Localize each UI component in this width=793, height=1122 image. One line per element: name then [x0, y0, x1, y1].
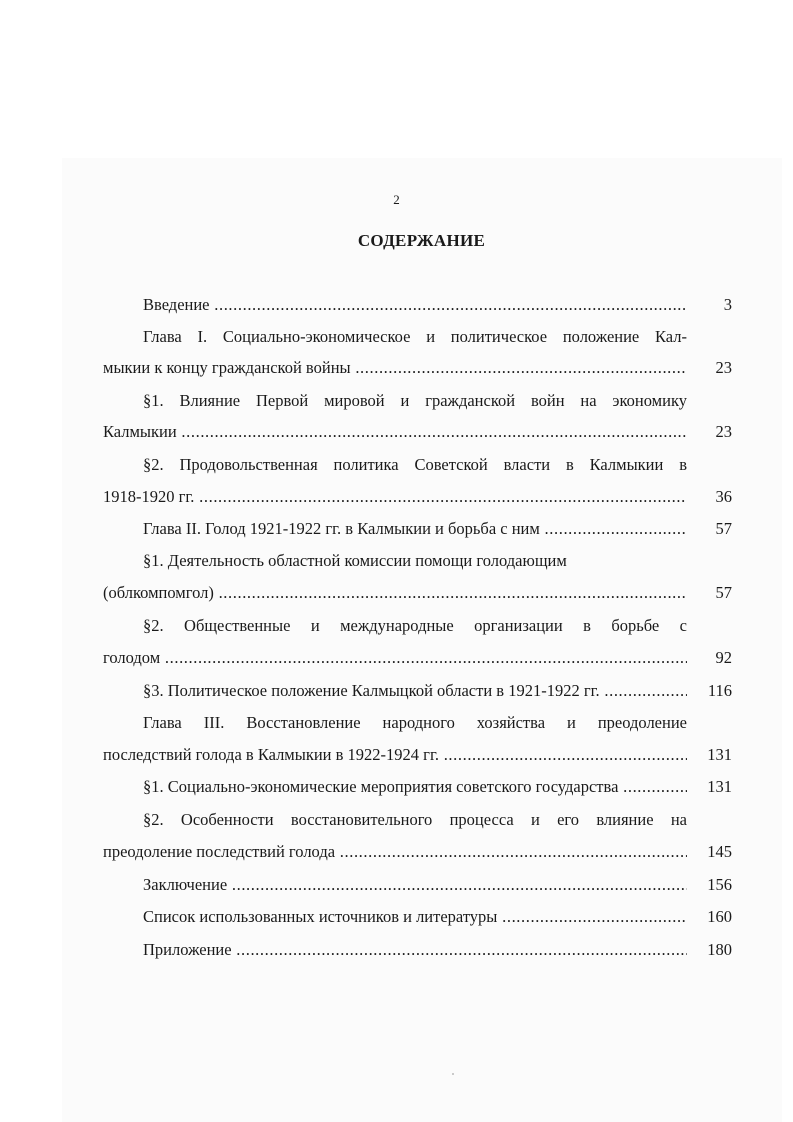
toc-entry-title: мыкии к концу гражданской войны ..... [103, 356, 687, 380]
toc-entry-ch1-sec2[interactable] [103, 453, 732, 477]
toc-entry-title: §1. Социально-экономические мероприятия советского государства ..... [143, 775, 687, 799]
toc-entry-title: §2. Общественные и международные организации в борьбе с [143, 616, 687, 635]
toc-entry-page: 160 [707, 907, 732, 926]
toc-entry-title: Глава III. Восстановление народного хозяйства и преодоление [143, 713, 687, 732]
toc-entry-title: Введение ..... [143, 293, 687, 317]
toc-entry-title: §2. Продовольственная политика Советской власти в Калмыкии в [143, 455, 687, 474]
toc-entry-page: 92 [715, 648, 732, 667]
toc-entry-introduction[interactable] [103, 293, 732, 317]
toc-entry-title: §2. Особенности восстановительного процесса и его влияние на [143, 810, 687, 829]
toc-entry-title: Глава II. Голод 1921-1922 гг. в Калмыкии и борьба с ним ..... [143, 517, 687, 541]
toc-entry-appendix[interactable] [103, 938, 732, 962]
toc-entry-ch1-sec2-cont[interactable] [103, 485, 732, 509]
toc-entry-title: (облкомпомгол) ..... [103, 581, 687, 605]
toc-entry-ch3-sec1[interactable] [103, 775, 732, 799]
toc-entry-chapter-3[interactable] [103, 711, 732, 735]
toc-entry-ch3-sec2-cont[interactable] [103, 840, 732, 864]
toc-entry-page: 145 [707, 842, 732, 861]
page-title: СОДЕРЖАНИЕ [357, 231, 486, 250]
toc-entry-chapter-1-cont[interactable] [103, 356, 732, 380]
toc-entry-title: голодом ..... [103, 646, 687, 670]
toc-entry-page: 116 [707, 681, 732, 700]
toc-entry-title: §3. Политическое положение Калмыцкой области в 1921-1922 гг. ..... [143, 679, 687, 703]
toc-entry-ch3-sec2[interactable] [103, 808, 732, 832]
toc-entry-ch2-sec3[interactable] [103, 679, 732, 703]
toc-entry-page: 57 [715, 519, 732, 538]
toc-entry-page: 23 [715, 422, 732, 441]
toc-entry-page: 156 [707, 875, 732, 894]
toc-entry-page: 23 [715, 358, 732, 377]
toc-entry-ch2-sec1-cont[interactable] [103, 581, 732, 605]
toc-entry-chapter-3-cont[interactable] [103, 743, 732, 767]
scan-speck [452, 1073, 454, 1075]
toc-entry-title: §1. Деятельность областной комиссии помощи голодающим [143, 551, 567, 570]
toc-entry-title: §1. Влияние Первой мировой и гражданской войн на экономику [143, 391, 687, 410]
toc-entry-page: 36 [715, 487, 732, 506]
toc-entry-page: 131 [707, 777, 732, 796]
toc-entry-page: 180 [707, 940, 732, 959]
toc-entry-conclusion[interactable] [103, 873, 732, 897]
toc-entry-chapter-2[interactable] [103, 517, 732, 541]
toc-entry-chapter-1[interactable] [103, 325, 732, 349]
toc-entry-title: Приложение ..... [143, 938, 687, 962]
toc-entry-ch1-sec1-cont[interactable] [103, 420, 732, 444]
toc-entry-title: преодоление последствий голода ..... [103, 840, 687, 864]
toc-entry-page: 3 [723, 295, 732, 314]
toc-entry-ch2-sec1[interactable] [103, 549, 732, 573]
toc-entry-page: 131 [707, 745, 732, 764]
toc-entry-title: Список использованных источников и литературы ..... [143, 905, 687, 929]
toc-entry-page: 57 [715, 583, 732, 602]
toc-entry-title: Заключение ..... [143, 873, 687, 897]
toc-entry-ch2-sec2[interactable] [103, 614, 732, 638]
toc-entry-title: Калмыкии ..... [103, 420, 687, 444]
toc-entry-title: 1918-1920 гг. ..... [103, 485, 687, 509]
toc-entry-ch1-sec1[interactable] [103, 389, 732, 413]
toc-entry-title: последствий голода в Калмыкии в 1922-1924 гг. ..... [103, 743, 687, 767]
page-number: 2 [393, 192, 400, 207]
toc-entry-references[interactable] [103, 905, 732, 929]
toc-entry-ch2-sec2-cont[interactable] [103, 646, 732, 670]
toc-entry-title: Глава I. Социально-экономическое и политическое положение Кал- [143, 327, 687, 346]
